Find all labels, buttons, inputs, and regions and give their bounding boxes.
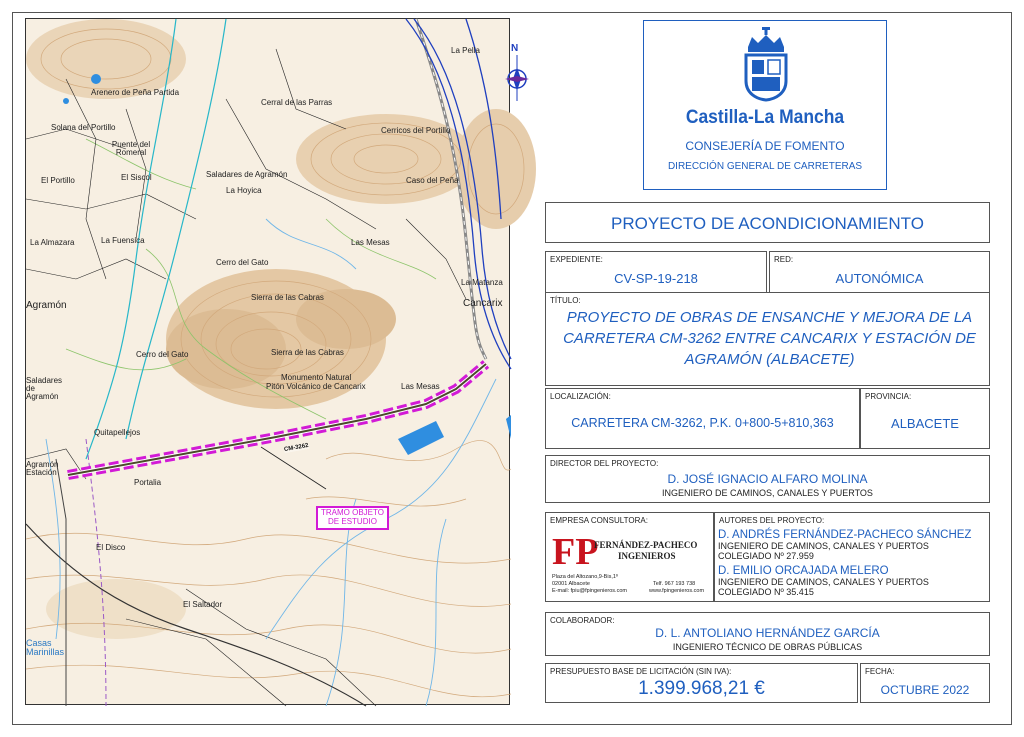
- location-map: [25, 18, 519, 705]
- field-label: EXPEDIENTE:: [550, 255, 603, 264]
- field-label: FECHA:: [865, 667, 895, 676]
- department-name: CONSEJERÍA DE FOMENTO: [685, 139, 845, 153]
- map-label: Saladares de Agramón: [206, 170, 288, 179]
- colaborador-title: INGENIERO TÉCNICO DE OBRAS PÚBLICAS: [672, 642, 863, 652]
- director-name: D. JOSÉ IGNACIO ALFARO MOLINA: [667, 472, 868, 486]
- localizacion-value: CARRETERA CM-3262, P.K. 0+800-5+810,363: [571, 416, 834, 430]
- project-title-text: PROYECTO DE OBRAS DE ENSANCHE Y MEJORA DE LA CARRETERA CM-3262 ENTRE CANCARIX Y ESTACIÓN DE AGRAMÓN (ALBACETE): [563, 309, 976, 368]
- map-label: Agramón: [26, 300, 67, 311]
- autores-cell: [714, 512, 990, 602]
- field-label: AUTORES DEL PROYECTO:: [719, 516, 825, 525]
- company-logo: [552, 530, 706, 573]
- map-label: El Siscol: [121, 173, 152, 182]
- coat-of-arms-icon: [740, 27, 792, 101]
- provincia-cell: [860, 388, 990, 449]
- map-label: La Almazara: [30, 238, 75, 247]
- map-label: La Pella: [451, 46, 480, 55]
- presupuesto-cell: [545, 663, 858, 703]
- map-label: Quitapellejos: [94, 428, 141, 437]
- map-label: La Hoyica: [226, 186, 262, 195]
- map-label: Cerro del Gato: [136, 350, 189, 359]
- map-label: Solana del Portillo: [51, 123, 116, 132]
- map-label: El Portillo: [41, 176, 75, 185]
- map-label: El Saltador: [183, 600, 223, 609]
- fp-logo-icon: [552, 530, 599, 573]
- company-phone: Telf. 967 193 738: [653, 581, 696, 587]
- north-arrow: [503, 43, 531, 101]
- field-label: EMPRESA CONSULTORA:: [550, 516, 648, 525]
- callout-line: TRAMO OBJETO: [321, 508, 384, 517]
- project-type-title: PROYECTO DE ACONDICIONAMIENTO: [545, 202, 990, 243]
- field-label: TÍTULO:: [550, 296, 581, 305]
- compass-icon: [503, 55, 531, 101]
- field-label: PRESUPUESTO BASE DE LICITACIÓN (SIN IVA):: [550, 667, 732, 676]
- map-label: Pitón Volcánico de Cancarix: [266, 382, 366, 391]
- author-name: D. EMILIO ORCAJADA MELERO: [718, 565, 889, 577]
- company-name-line1: FERNÁNDEZ-PACHECO: [594, 540, 698, 550]
- colaborador-name: D. L. ANTOLIANO HERNÁNDEZ GARCÍA: [655, 626, 880, 640]
- north-label: N: [511, 43, 519, 54]
- red-value: AUTONÓMICA: [835, 271, 924, 286]
- map-label: Las Mesas: [401, 382, 440, 391]
- company-name-line2: INGENIEROS: [618, 551, 676, 561]
- author-title: INGENIERO DE CAMINOS, CANALES Y PUERTOS: [718, 541, 929, 551]
- field-label: LOCALIZACIÓN:: [550, 392, 611, 401]
- budget-value: 1.399.968,21 €: [638, 678, 765, 699]
- map-label: Cerro del Gato: [216, 258, 269, 267]
- logo-letters: FP: [552, 531, 599, 573]
- field-label: RED:: [774, 255, 794, 264]
- map-label: Sierra de las Cabras: [251, 293, 324, 302]
- author-title: INGENIERO DE CAMINOS, CANALES Y PUERTOS: [718, 577, 929, 587]
- map-label: Caso del Peña: [406, 176, 459, 185]
- red-cell: [769, 251, 990, 293]
- company-city: 02001 Albacete: [552, 581, 590, 587]
- author-registration: COLEGIADO Nº 27.959: [718, 551, 814, 561]
- institution-header: [643, 20, 887, 190]
- company-web: www.fpingenieros.com: [649, 588, 705, 594]
- author-name: D. ANDRÉS FERNÁNDEZ-PACHECO SÁNCHEZ: [718, 529, 972, 541]
- map-label: Las Mesas: [351, 238, 390, 247]
- field-label: COLABORADOR:: [550, 616, 615, 625]
- colaborador-cell: [545, 612, 990, 656]
- empresa-cell: [545, 512, 714, 602]
- fecha-cell: [860, 663, 990, 703]
- company-email: E-mail: fpiu@fpingenieros.com: [552, 588, 627, 594]
- map-label: Cerricos del Portillo: [381, 126, 451, 135]
- callout-line: DE ESTUDIO: [328, 516, 377, 526]
- expediente-cell: [545, 251, 767, 293]
- director-title: INGENIERO DE CAMINOS, CANALES Y PUERTOS: [662, 488, 873, 498]
- map-label: Casas Marinillas: [26, 638, 65, 657]
- titulo-cell: [545, 292, 990, 386]
- map-label: El Disco: [96, 543, 126, 552]
- expediente-value: CV-SP-19-218: [614, 271, 698, 286]
- provincia-value: ALBACETE: [891, 416, 959, 431]
- company-address: Plaza del Altozano,9-Bis,1º: [552, 574, 618, 580]
- map-label: Saladares de Agramón: [26, 376, 63, 401]
- author-registration: COLEGIADO Nº 35.415: [718, 587, 814, 597]
- map-label: Monumento Natural: [281, 373, 352, 382]
- date-value: OCTUBRE 2022: [880, 683, 970, 697]
- map-label: Cancarix: [463, 298, 503, 309]
- map-label: Arenero de Peña Partida: [91, 88, 180, 97]
- map-label: Puente del Romeral: [111, 140, 151, 157]
- study-section-callout: [316, 506, 389, 530]
- director-cell: [545, 455, 990, 503]
- directorate-name: DIRECCIÓN GENERAL DE CARRETERAS: [667, 161, 863, 172]
- map-label: Cerral de las Parras: [261, 98, 333, 107]
- map-label: Portalia: [134, 478, 162, 487]
- organization-name: Castilla-La Mancha: [685, 107, 845, 128]
- localizacion-cell: [545, 388, 860, 449]
- map-label: Agramón Estación: [26, 460, 59, 477]
- field-label: PROVINCIA:: [865, 392, 912, 401]
- map-label: La Matanza: [461, 278, 503, 287]
- map-label: Sierra de las Cabras: [271, 348, 344, 357]
- map-label: La Fuensica: [101, 236, 145, 245]
- field-label: DIRECTOR DEL PROYECTO:: [550, 459, 659, 468]
- road-code-label: CM-3262: [283, 442, 310, 454]
